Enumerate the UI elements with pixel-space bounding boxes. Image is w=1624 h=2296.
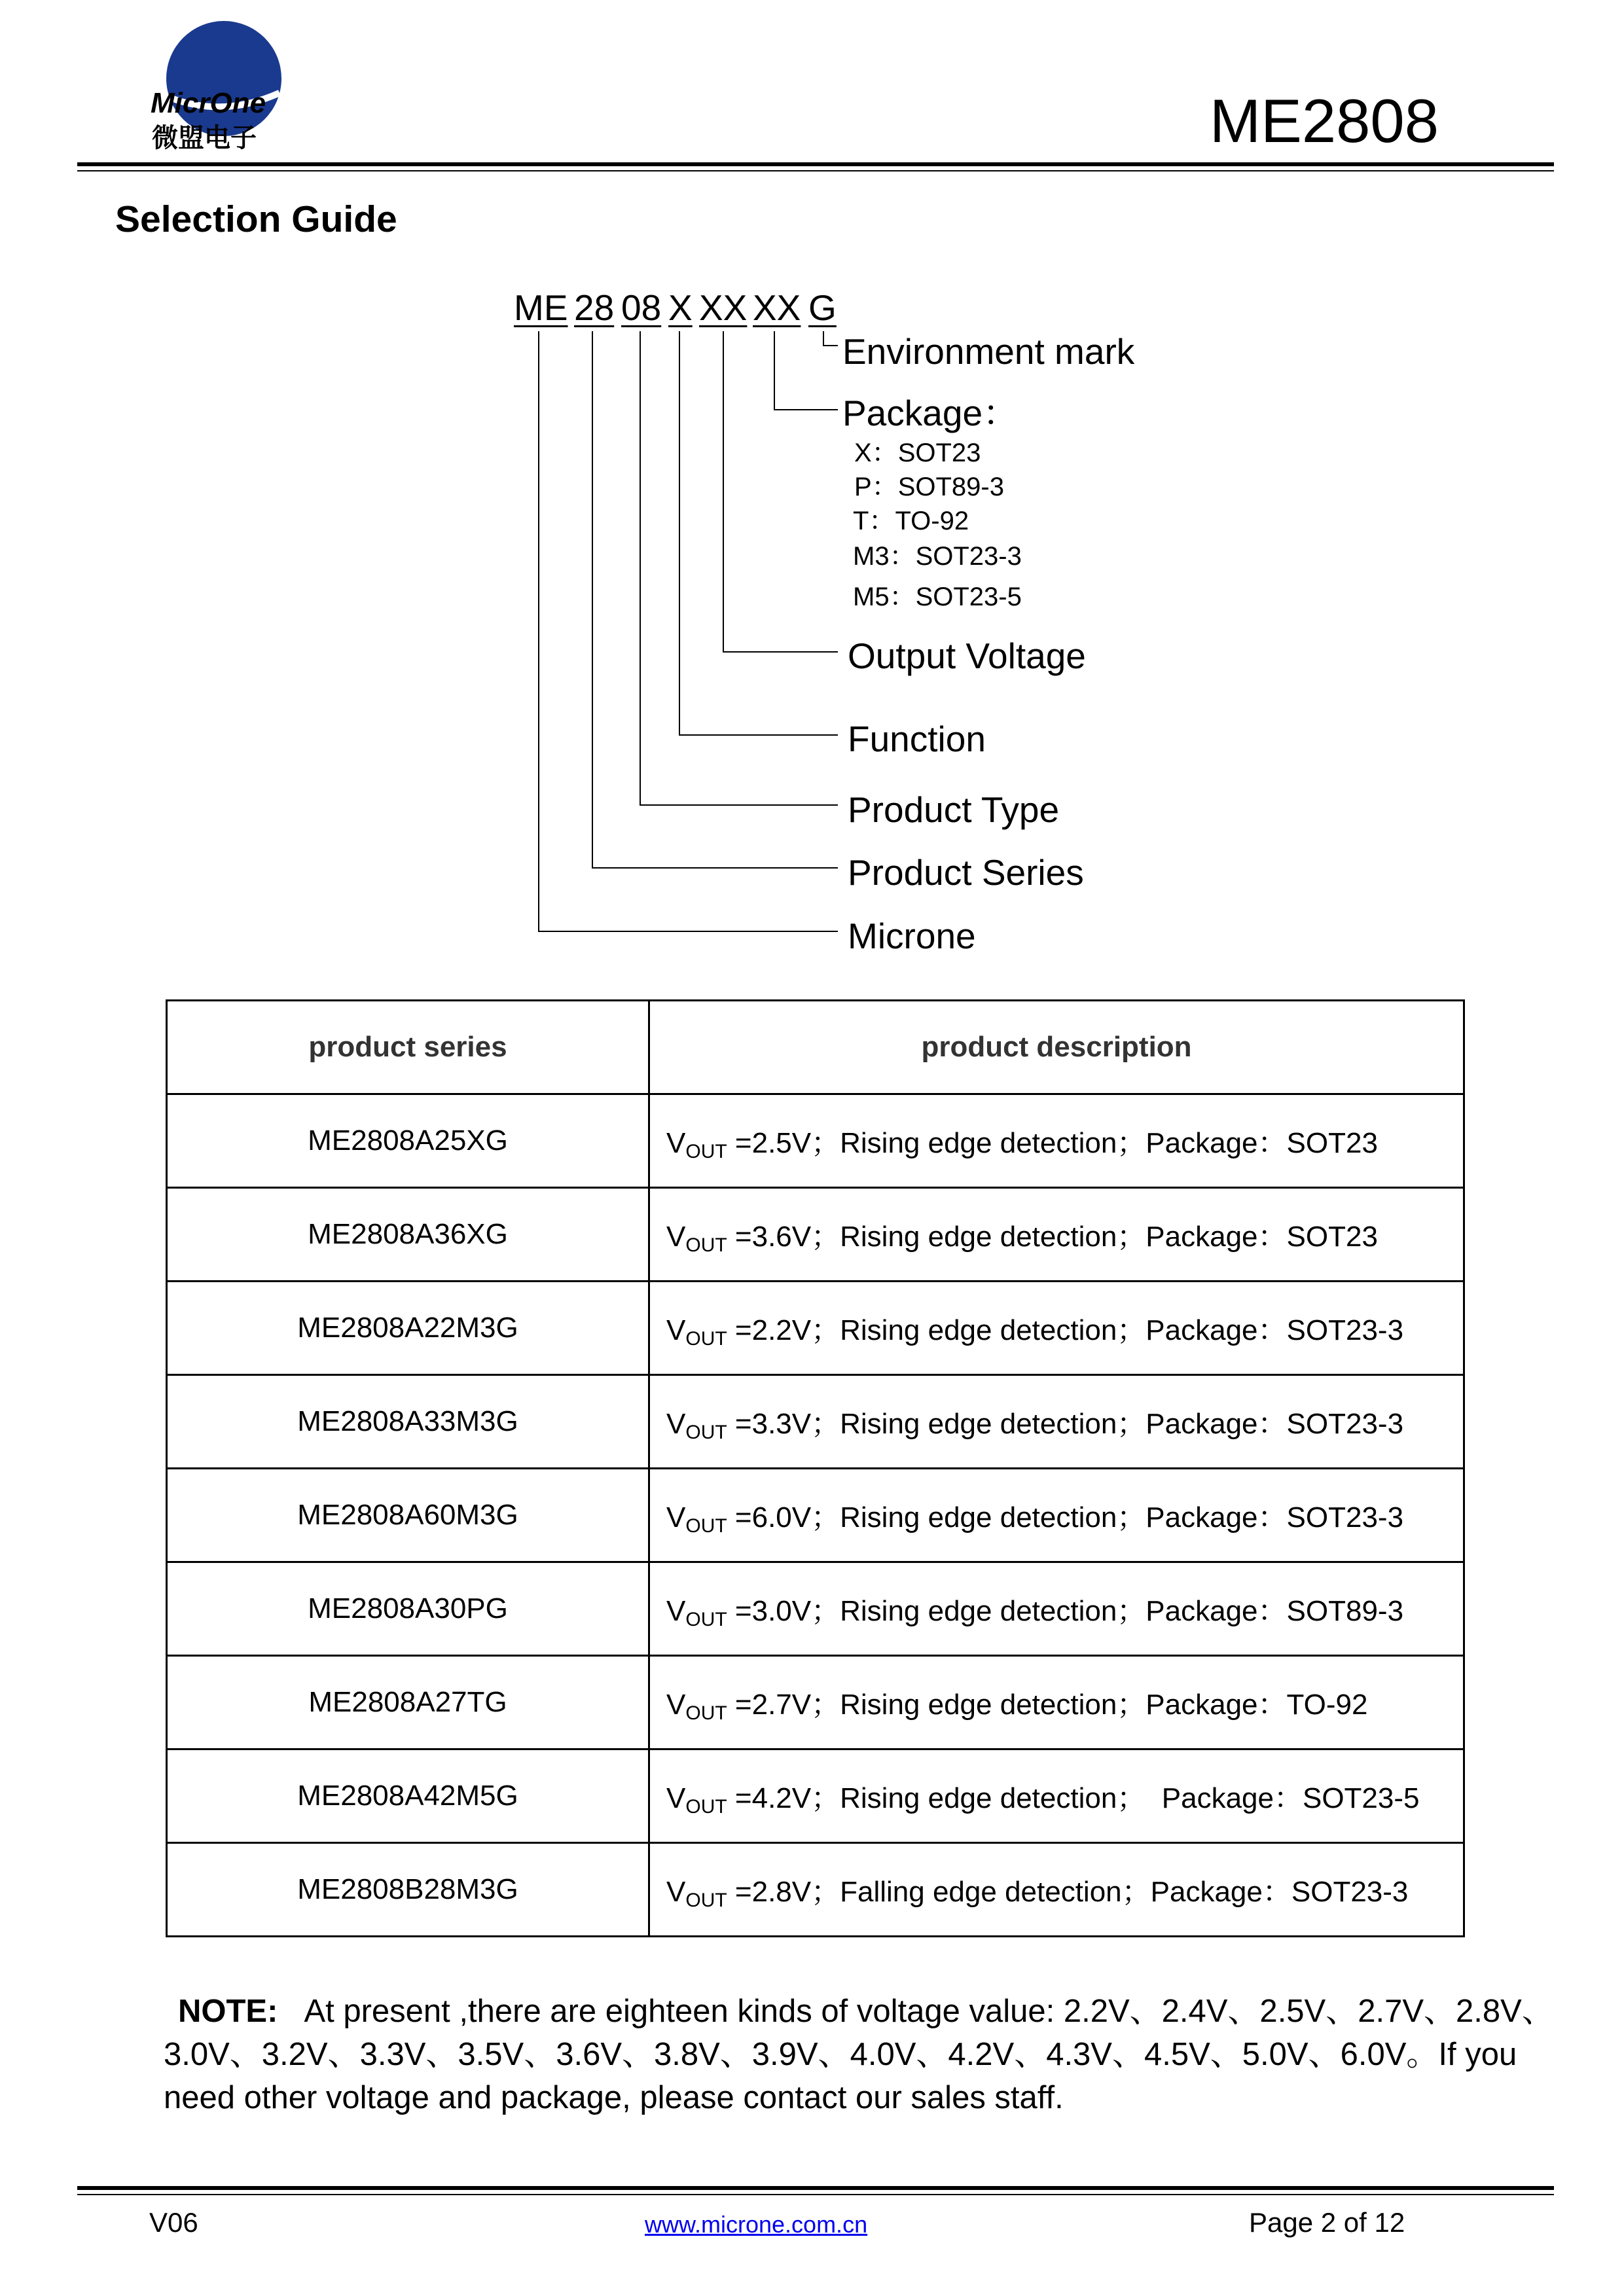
note-text: At present ,there are eighteen kinds of voltage value: 2.2V、2.4V、2.5V、2.7V、2.8V、3.0V、3.2V、3.3V、3.5V、3.6V、3.8V、3.9V、4.0V、4.2V、4.3V、4.5V、5.0V、6.0V。If you need other voltage and package, please contact our sales staff. bbox=[164, 1994, 1554, 2115]
description-text: =2.5V；Rising edge detection；Package：SOT23 bbox=[727, 1126, 1378, 1159]
description-text: =2.8V；Falling edge detection；Package：SOT23-3 bbox=[727, 1875, 1409, 1908]
vout-symbol: V bbox=[666, 1314, 686, 1346]
package-option-code: P： bbox=[854, 473, 898, 501]
vout-subscript: OUT bbox=[685, 1795, 727, 1818]
table-row bbox=[167, 1282, 1464, 1375]
label-product-type: Product Type bbox=[848, 789, 1060, 830]
code-segment-type: 08 bbox=[621, 287, 662, 328]
logo-graphic bbox=[145, 20, 296, 151]
product-description-cell bbox=[649, 1282, 1464, 1375]
code-segment-function: X bbox=[668, 287, 693, 328]
label-microne: Microne bbox=[848, 916, 976, 956]
product-description-cell bbox=[649, 1843, 1464, 1937]
description-text: =3.6V；Rising edge detection；Package：SOT23 bbox=[727, 1220, 1378, 1253]
package-option-code: M5： bbox=[853, 583, 916, 611]
vout-subscript: OUT bbox=[685, 1234, 727, 1256]
vout-symbol: V bbox=[666, 1875, 686, 1908]
product-series-cell: ME2808B28M3G bbox=[167, 1843, 649, 1937]
description-text: =2.2V；Rising edge detection；Package：SOT23-3 bbox=[727, 1314, 1404, 1346]
label-function: Function bbox=[848, 719, 986, 759]
logo-text-cn: 微盟电子 bbox=[152, 123, 257, 151]
table-header-row bbox=[167, 1001, 1464, 1094]
connector-product-type bbox=[640, 331, 838, 805]
vout-subscript: OUT bbox=[685, 1608, 727, 1630]
package-option bbox=[853, 584, 1022, 610]
vout-symbol: V bbox=[666, 1688, 686, 1721]
vout-subscript: OUT bbox=[685, 1889, 727, 1911]
product-description-cell bbox=[649, 1562, 1464, 1656]
vout-symbol: V bbox=[666, 1126, 686, 1159]
product-series-cell: ME2808A42M5G bbox=[167, 1749, 649, 1843]
part-number: ME2808 bbox=[1209, 86, 1439, 155]
footer-rule-thick bbox=[77, 2186, 1554, 2190]
package-option bbox=[854, 440, 981, 466]
package-option-name: SOT23-5 bbox=[915, 583, 1022, 611]
section-title: Selection Guide bbox=[115, 198, 397, 240]
code-segment-environment: G bbox=[808, 287, 837, 328]
product-series-cell: ME2808A33M3G bbox=[167, 1375, 649, 1469]
label-product-series: Product Series bbox=[848, 852, 1084, 893]
product-description-cell bbox=[649, 1469, 1464, 1562]
product-description-cell bbox=[649, 1749, 1464, 1843]
vout-symbol: V bbox=[666, 1407, 686, 1440]
connector-function bbox=[679, 331, 838, 735]
connector-microne bbox=[539, 331, 838, 931]
product-description-cell bbox=[649, 1375, 1464, 1469]
product-series-cell: ME2808A25XG bbox=[167, 1094, 649, 1188]
connector-package bbox=[774, 331, 838, 410]
logo-text-en: MicrOne bbox=[151, 87, 266, 119]
table-row bbox=[167, 1656, 1464, 1749]
vout-subscript: OUT bbox=[685, 1140, 727, 1162]
header-rule-thin bbox=[77, 170, 1554, 171]
package-option-name: SOT23-3 bbox=[915, 542, 1022, 571]
vout-subscript: OUT bbox=[685, 1327, 727, 1350]
vout-subscript: OUT bbox=[685, 1515, 727, 1537]
description-text: =4.2V；Rising edge detection； Package：SOT23-5 bbox=[727, 1782, 1420, 1814]
product-series-cell: ME2808A60M3G bbox=[167, 1469, 649, 1562]
vout-symbol: V bbox=[666, 1220, 686, 1253]
product-series-cell: ME2808A22M3G bbox=[167, 1282, 649, 1375]
table-row bbox=[167, 1562, 1464, 1656]
description-text: =6.0V；Rising edge detection；Package：SOT23-3 bbox=[727, 1501, 1404, 1534]
product-description-cell bbox=[649, 1094, 1464, 1188]
table-row bbox=[167, 1188, 1464, 1282]
package-option bbox=[853, 508, 969, 534]
product-description-cell bbox=[649, 1188, 1464, 1282]
note-label: NOTE: bbox=[178, 1994, 278, 2029]
product-series-cell: ME2808A36XG bbox=[167, 1188, 649, 1282]
table-row bbox=[167, 1375, 1464, 1469]
package-option-name: SOT89-3 bbox=[897, 473, 1004, 501]
code-segment-voltage: XX bbox=[699, 287, 748, 328]
table-row bbox=[167, 1094, 1464, 1188]
vout-subscript: OUT bbox=[685, 1421, 727, 1443]
package-option bbox=[853, 543, 1022, 569]
connector-environment bbox=[823, 331, 838, 346]
note-paragraph bbox=[164, 1990, 1558, 2119]
connector-output-voltage bbox=[723, 331, 838, 652]
package-option-code: T： bbox=[853, 507, 895, 535]
product-description-cell bbox=[649, 1656, 1464, 1749]
vout-subscript: OUT bbox=[685, 1702, 727, 1724]
table-row bbox=[167, 1843, 1464, 1937]
code-segment-package: XX bbox=[753, 287, 801, 328]
page-number: Page 2 of 12 bbox=[1249, 2207, 1405, 2238]
connector-product-series bbox=[592, 331, 838, 868]
website-link[interactable]: www.microne.com.cn bbox=[645, 2211, 868, 2238]
company-logo bbox=[145, 20, 296, 151]
table-row bbox=[167, 1749, 1464, 1843]
description-text: =3.0V；Rising edge detection；Package：SOT89-3 bbox=[727, 1594, 1404, 1627]
vout-symbol: V bbox=[666, 1501, 686, 1534]
vout-symbol: V bbox=[666, 1782, 686, 1814]
package-option-code: M3： bbox=[853, 542, 916, 571]
column-header-series: product series bbox=[167, 1001, 649, 1094]
code-segment-me: ME bbox=[514, 287, 568, 328]
package-option bbox=[854, 474, 1004, 500]
package-option-code: X： bbox=[854, 439, 898, 467]
table-row bbox=[167, 1469, 1464, 1562]
footer-rule-thin bbox=[77, 2194, 1554, 2195]
description-text: =3.3V；Rising edge detection；Package：SOT23-3 bbox=[727, 1407, 1404, 1440]
label-environment-mark: Environment mark bbox=[842, 331, 1135, 372]
column-header-description: product description bbox=[649, 1001, 1464, 1094]
version-label: V06 bbox=[149, 2207, 198, 2238]
label-output-voltage: Output Voltage bbox=[848, 636, 1086, 676]
package-option-name: SOT23 bbox=[897, 439, 981, 467]
product-series-cell: ME2808A30PG bbox=[167, 1562, 649, 1656]
description-text: =2.7V；Rising edge detection；Package：TO-92 bbox=[727, 1688, 1368, 1721]
code-segment-series: 28 bbox=[574, 287, 615, 328]
header-rule-thick bbox=[77, 162, 1554, 166]
product-series-cell: ME2808A27TG bbox=[167, 1656, 649, 1749]
label-package: Package： bbox=[842, 393, 1019, 433]
product-table bbox=[166, 999, 1465, 1937]
vout-symbol: V bbox=[666, 1594, 686, 1627]
package-option-name: TO-92 bbox=[895, 507, 969, 535]
